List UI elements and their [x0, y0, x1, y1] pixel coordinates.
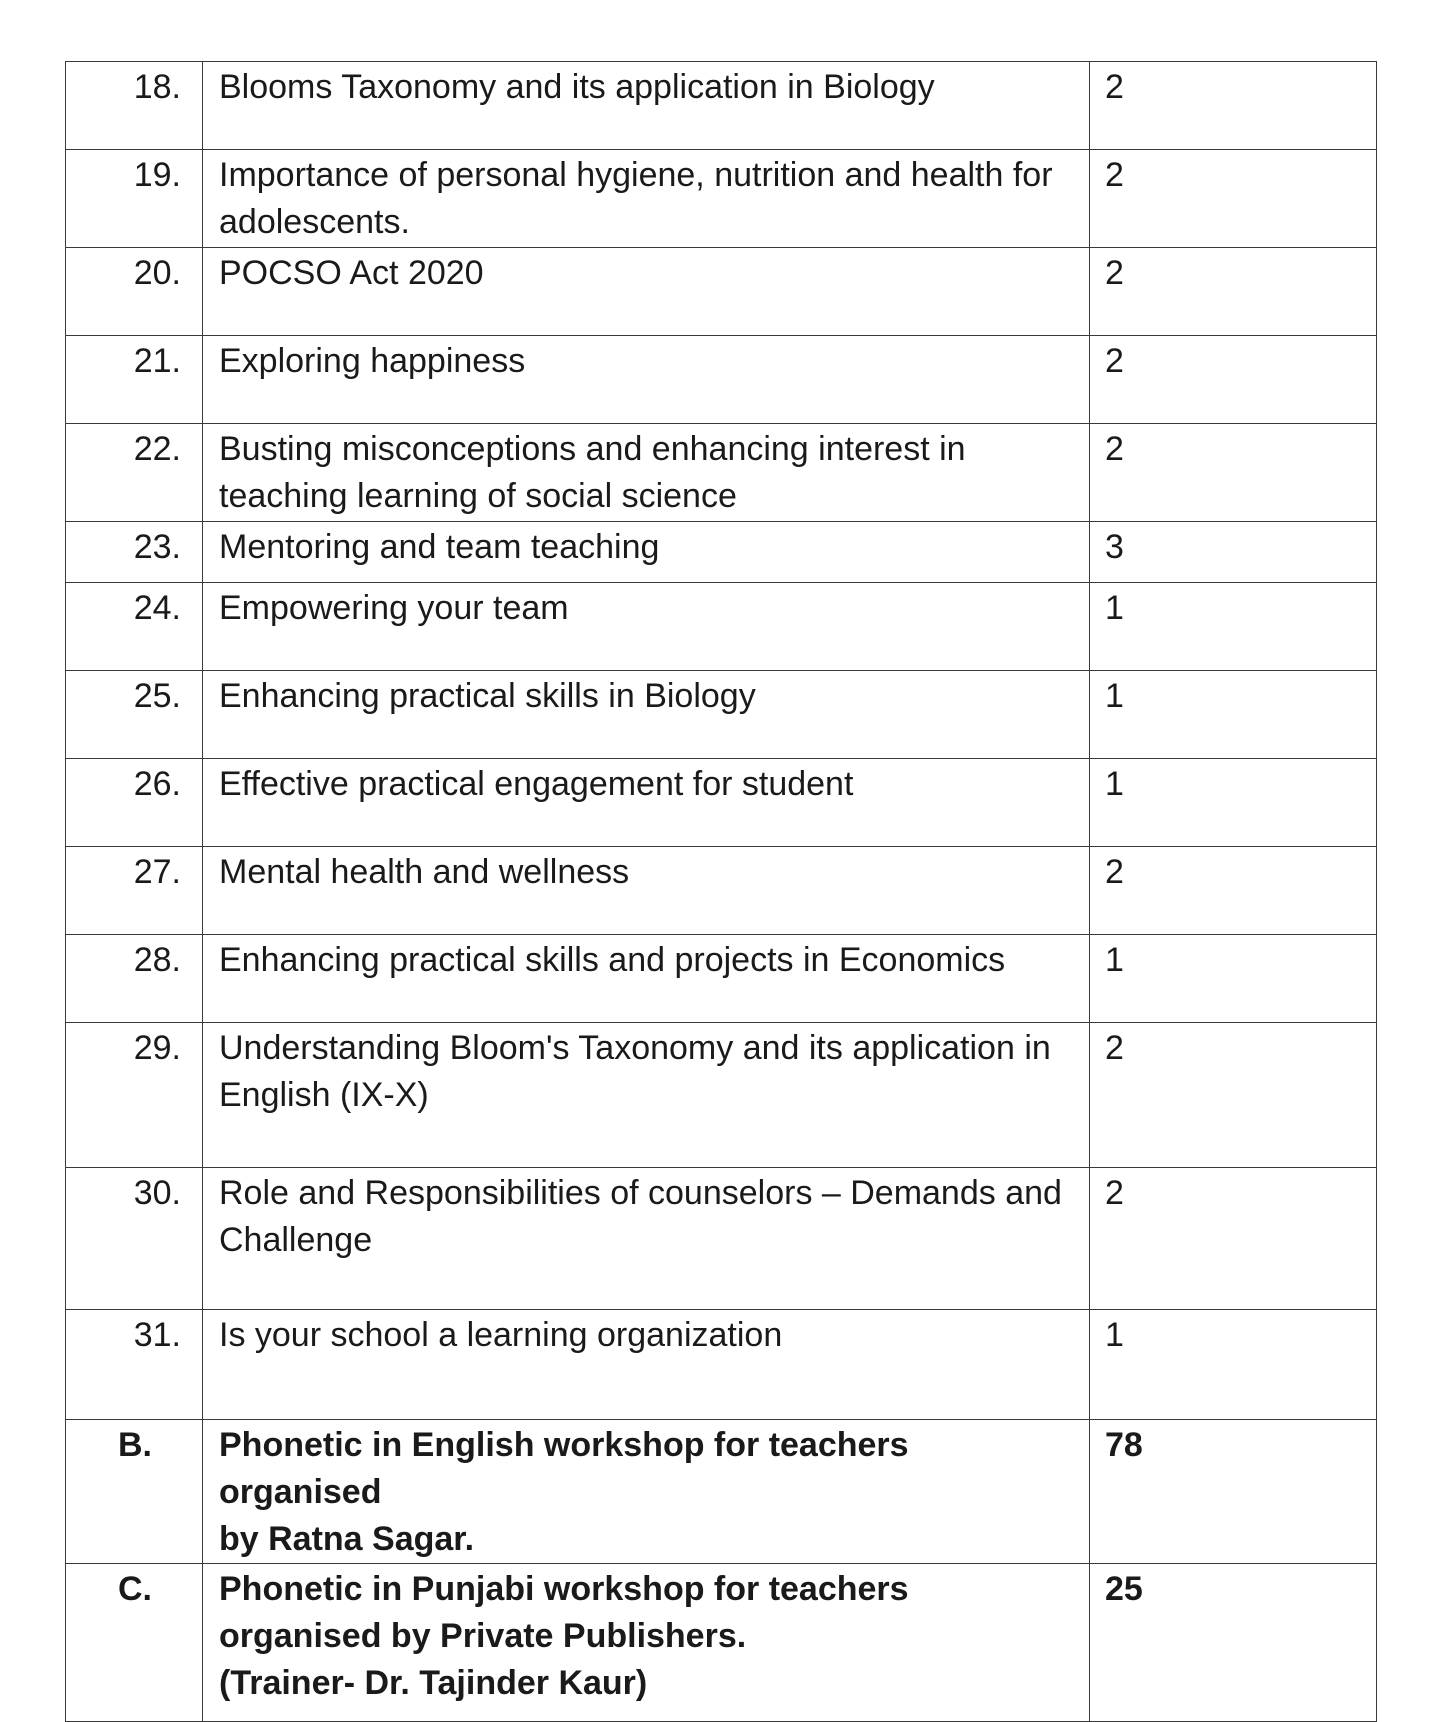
row-number: 30. — [66, 1168, 203, 1310]
section-title-line: Phonetic in Punjabi workshop for teachers — [219, 1570, 909, 1608]
section-row-c — [66, 1564, 1377, 1722]
row-topic: Mental health and wellness — [203, 847, 1090, 935]
row-topic: Effective practical engagement for student — [203, 759, 1090, 847]
row-number: 24. — [66, 583, 203, 671]
row-number: 31. — [66, 1310, 203, 1420]
section-label: C. — [66, 1564, 203, 1722]
table-row — [66, 1168, 1377, 1310]
table-row — [66, 583, 1377, 671]
row-topic: Exploring happiness — [203, 336, 1090, 424]
row-number: 19. — [66, 150, 203, 248]
table-row — [66, 1310, 1377, 1420]
section-title — [203, 1564, 1090, 1722]
row-count: 2 — [1090, 1023, 1377, 1168]
row-number: 28. — [66, 935, 203, 1023]
row-topic: Empowering your team — [203, 583, 1090, 671]
row-count: 1 — [1090, 1310, 1377, 1420]
row-number: 21. — [66, 336, 203, 424]
row-count: 2 — [1090, 847, 1377, 935]
row-count: 2 — [1090, 62, 1377, 150]
section-row-b — [66, 1420, 1377, 1564]
section-title-line: organised by Private Publishers. — [219, 1617, 747, 1655]
row-count: 1 — [1090, 583, 1377, 671]
table-row — [66, 671, 1377, 759]
row-count: 2 — [1090, 336, 1377, 424]
row-topic: Role and Responsibilities of counselors – Demands and Challenge — [203, 1168, 1090, 1310]
workshop-table — [65, 61, 1377, 1722]
table-row — [66, 847, 1377, 935]
row-count: 3 — [1090, 522, 1377, 583]
table-row — [66, 248, 1377, 336]
section-title-line: by Ratna Sagar. — [219, 1520, 475, 1558]
row-topic: Is your school a learning organization — [203, 1310, 1090, 1420]
row-count: 2 — [1090, 424, 1377, 522]
section-title-line: Phonetic in English workshop for teachers organised — [219, 1426, 909, 1511]
row-count: 2 — [1090, 248, 1377, 336]
table-row — [66, 336, 1377, 424]
section-count: 78 — [1090, 1420, 1377, 1564]
row-topic: POCSO Act 2020 — [203, 248, 1090, 336]
row-count: 1 — [1090, 935, 1377, 1023]
section-count: 25 — [1090, 1564, 1377, 1722]
row-count: 2 — [1090, 150, 1377, 248]
row-topic: Enhancing practical skills in Biology — [203, 671, 1090, 759]
table-row — [66, 150, 1377, 248]
section-title — [203, 1420, 1090, 1564]
row-number: 18. — [66, 62, 203, 150]
table-row — [66, 424, 1377, 522]
row-number: 25. — [66, 671, 203, 759]
row-count: 2 — [1090, 1168, 1377, 1310]
row-count: 1 — [1090, 671, 1377, 759]
section-label: B. — [66, 1420, 203, 1564]
row-number: 27. — [66, 847, 203, 935]
table-row — [66, 759, 1377, 847]
section-title-line: (Trainer- Dr. Tajinder Kaur) — [219, 1664, 648, 1702]
table-row — [66, 522, 1377, 583]
table-row — [66, 935, 1377, 1023]
row-number: 26. — [66, 759, 203, 847]
row-number: 20. — [66, 248, 203, 336]
row-topic: Importance of personal hygiene, nutrition and health for adolescents. — [203, 150, 1090, 248]
row-topic: Mentoring and team teaching — [203, 522, 1090, 583]
row-number: 29. — [66, 1023, 203, 1168]
row-number: 22. — [66, 424, 203, 522]
row-topic: Blooms Taxonomy and its application in Biology — [203, 62, 1090, 150]
row-topic: Understanding Bloom's Taxonomy and its application in English (IX-X) — [203, 1023, 1090, 1168]
row-count: 1 — [1090, 759, 1377, 847]
table-row — [66, 62, 1377, 150]
row-topic: Enhancing practical skills and projects in Economics — [203, 935, 1090, 1023]
table-row — [66, 1023, 1377, 1168]
row-topic: Busting misconceptions and enhancing interest in teaching learning of social science — [203, 424, 1090, 522]
row-number: 23. — [66, 522, 203, 583]
